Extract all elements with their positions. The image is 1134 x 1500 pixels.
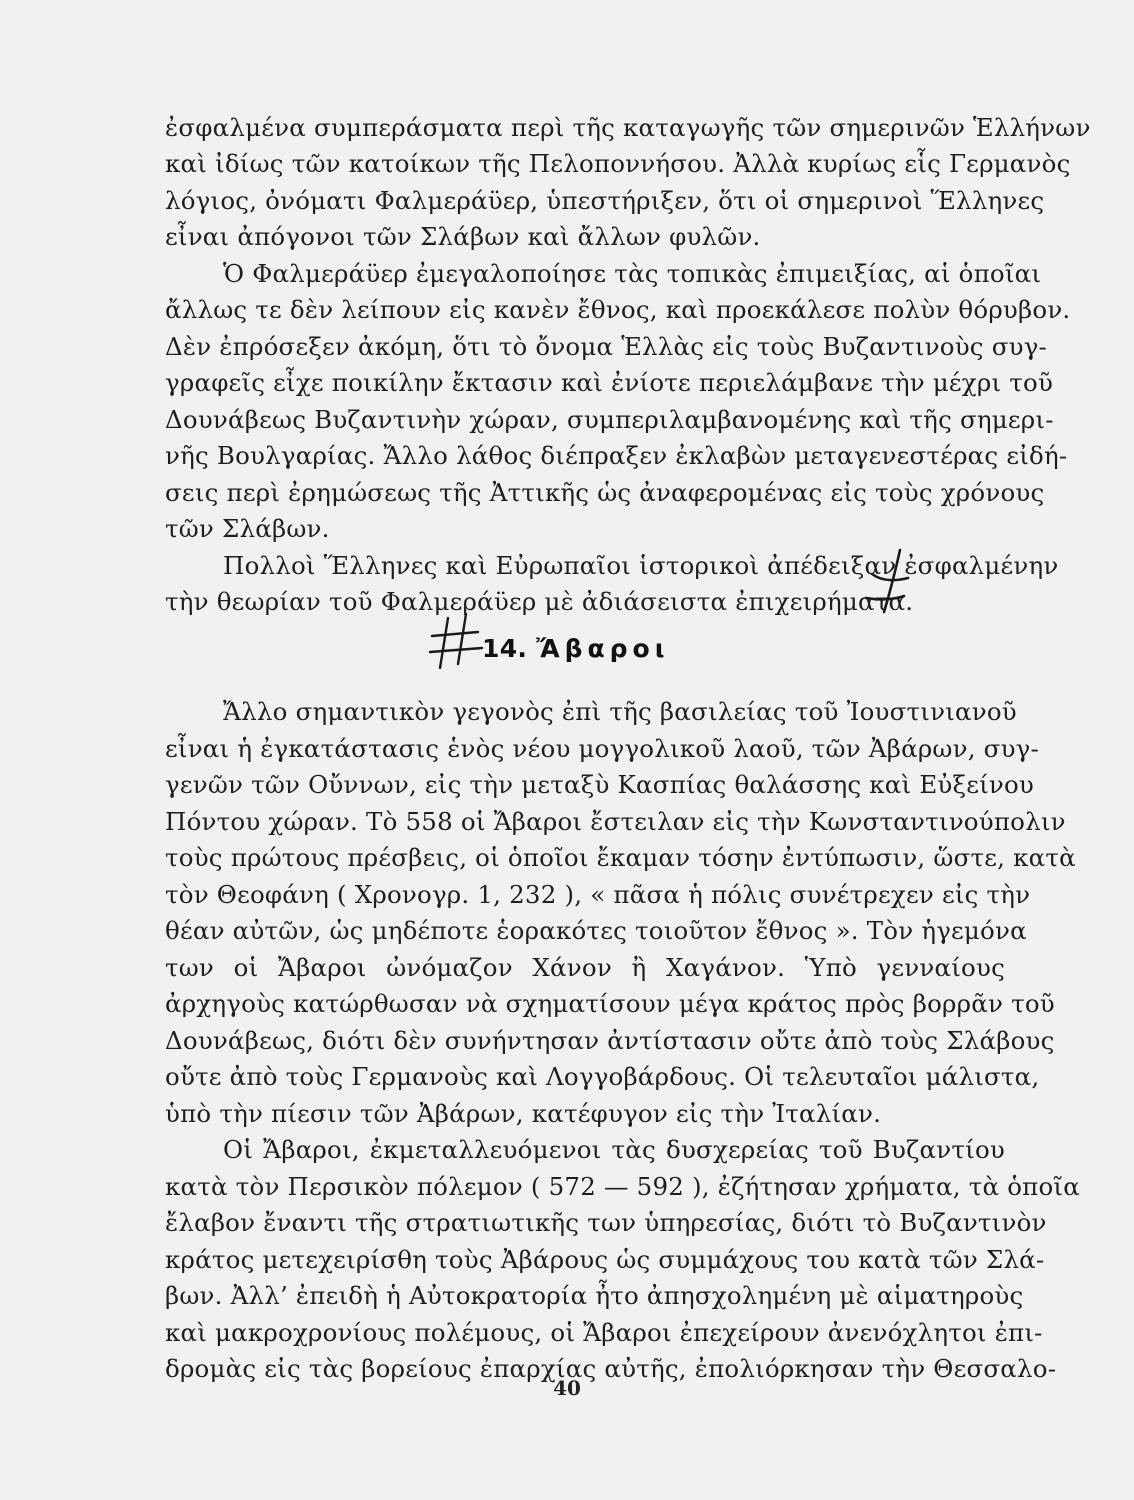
text-line: ὑπὸ τὴν πίεσιν τῶν Ἀβάρων, κατέφυγον εἰς τὴν Ἰταλίαν. — [165, 1099, 882, 1128]
text-line: θέαν αὐτῶν, ὡς μηδέποτε ἑορακότες τοιοῦτον ἔθνος ». Τὸν ἡγεμόνα — [165, 916, 1027, 945]
text-line: Πολλοὶ Ἕλληνες καὶ Εὐρωπαῖοι ἱστορικοὶ ἀπέδειξαν ἐσφαλμένην — [223, 551, 1059, 580]
text-line: ἄλλως τε δὲν λείπουν εἰς κανὲν ἔθνος, καὶ προεκάλεσε πολὺν θόρυβον. — [165, 295, 1071, 324]
text-line: των οἱ Ἄβαροι ὠνόμαζον Χάνον ἢ Χαγάνον. Ὑπὸ γενναίους — [165, 953, 1005, 982]
text-line: δρομὰς εἰς τὰς βορείους ἐπαρχίας αὐτῆς, ἐπολιόρκησαν τὴν Θεσσαλο- — [165, 1354, 1057, 1383]
text-line: νῆς Βουλγαρίας. Ἄλλο λάθος διέπραξεν ἐκλαβὼν μεταγενεστέρας εἰδή- — [165, 441, 1068, 470]
text-line: κατὰ τὸν Περσικὸν πόλεμον ( 572 — 592 ), ἐζήτησαν χρήματα, τὰ ὁποῖα — [165, 1172, 1080, 1201]
text-line: Πόντου χώραν. Τὸ 558 οἱ Ἄβαροι ἔστειλαν εἰς τὴν Κωνσταντινούπολιν — [165, 807, 1066, 836]
text-line: καὶ μακροχρονίους πολέμους, οἱ Ἄβαροι ἐπεχείρουν ἀνενόχλητοι ἐπι- — [165, 1318, 1043, 1347]
section-title: Ἄβαροι — [536, 634, 670, 663]
text-line: τὸν Θεοφάνη ( Χρονογρ. 1, 232 ), « πᾶσα ἡ πόλις συνέτρεχεν εἰς τὴν — [165, 880, 1031, 909]
text-line: βων. Ἀλλ’ ἐπειδὴ ἡ Αὐτοκρατορία ἦτο ἀπησχολημένη μὲ αἱματηροὺς — [165, 1281, 1024, 1310]
text-line: γραφεῖς εἶχε ποικίλην ἔκτασιν καὶ ἐνίοτε περιελάμβανε τὴν μέχρι τοῦ — [165, 368, 1054, 397]
text-line: Δουνάβεως, διότι δὲν συνήντησαν ἀντίστασιν οὔτε ἀπὸ τοὺς Σλάβους — [165, 1026, 1055, 1055]
text-line: Ἄλλο σημαντικὸν γεγονὸς ἐπὶ τῆς βασιλείας τοῦ Ἰουστινιανοῦ — [223, 697, 1017, 726]
text-line: ἀρχηγοὺς κατώρθωσαν νὰ σχηματίσουν μέγα κράτος πρὸς βορρᾶν τοῦ — [165, 989, 1055, 1018]
text-line: εἶναι ἀπόγονοι τῶν Σλάβων καὶ ἄλλων φυλῶν. — [165, 222, 761, 251]
text-line: ἐσφαλμένα συμπεράσματα περὶ τῆς καταγωγῆς τῶν σημερινῶν Ἑλλήνων — [165, 113, 1091, 142]
text-line: σεις περὶ ἐρημώσεως τῆς Ἀττικῆς ὡς ἀναφερομένας εἰς τοὺς χρόνους — [165, 478, 1045, 507]
section-heading — [482, 634, 669, 663]
text-line: ἔλαβον ἔναντι τῆς στρατιωτικῆς των ὑπηρεσίας, διότι τὸ Βυζαντινὸν — [165, 1208, 1047, 1237]
section-number: 14. — [482, 634, 528, 663]
text-line: γενῶν τῶν Οὔννων, εἰς τὴν μεταξὺ Κασπίας θαλάσσης καὶ Εὐξείνου — [165, 770, 1035, 799]
text-line: Δουνάβεως Βυζαντινὴν χώραν, συμπεριλαμβανομένης καὶ τῆς σημερι- — [165, 405, 1054, 434]
text-line: τῶν Σλάβων. — [165, 514, 330, 543]
text-line: τοὺς πρώτους πρέσβεις, οἱ ὁποῖοι ἔκαμαν τόσην ἐντύπωσιν, ὥστε, κατὰ — [165, 843, 1076, 872]
text-line: τὴν θεωρίαν τοῦ Φαλμεράϋερ μὲ ἀδιάσειστα ἐπιχειρήματα. — [165, 587, 914, 616]
text-line: Οἱ Ἄβαροι, ἐκμεταλλευόμενοι τὰς δυσχερείας τοῦ Βυζαντίου — [223, 1135, 1005, 1164]
text-line: καὶ ἰδίως τῶν κατοίκων τῆς Πελοποννήσου. Ἀλλὰ κυρίως εἷς Γερμανὸς — [165, 149, 1071, 178]
text-line: Ὁ Φαλμεράϋερ ἐμεγαλοποίησε τὰς τοπικὰς ἐπιμειξίας, αἱ ὁποῖαι — [223, 259, 1042, 288]
page-number: 40 — [553, 1376, 581, 1400]
text-line: κράτος μετεχειρίσθη τοὺς Ἀβάρους ὡς συμμάχους του κατὰ τῶν Σλά- — [165, 1245, 1045, 1274]
hash-mark-icon — [430, 614, 482, 668]
text-line: εἶναι ἡ ἐγκατάστασις ἑνὸς νέου μογγολικοῦ λαοῦ, τῶν Ἀβάρων, συγ- — [165, 734, 1040, 763]
text-line: λόγιος, ὀνόματι Φαλμεράϋερ, ὑπεστήριξεν, ὅτι οἱ σημερινοὶ Ἕλληνες — [165, 186, 1045, 215]
text-line: Δὲν ἐπρόσεξεν ἀκόμη, ὅτι τὸ ὄνομα Ἑλλὰς εἰς τοὺς Βυζαντινοὺς συγ- — [165, 332, 1048, 361]
text-line: οὔτε ἀπὸ τοὺς Γερμανοὺς καὶ Λογγοβάρδους. Οἱ τελευταῖοι μάλιστα, — [165, 1062, 1040, 1091]
